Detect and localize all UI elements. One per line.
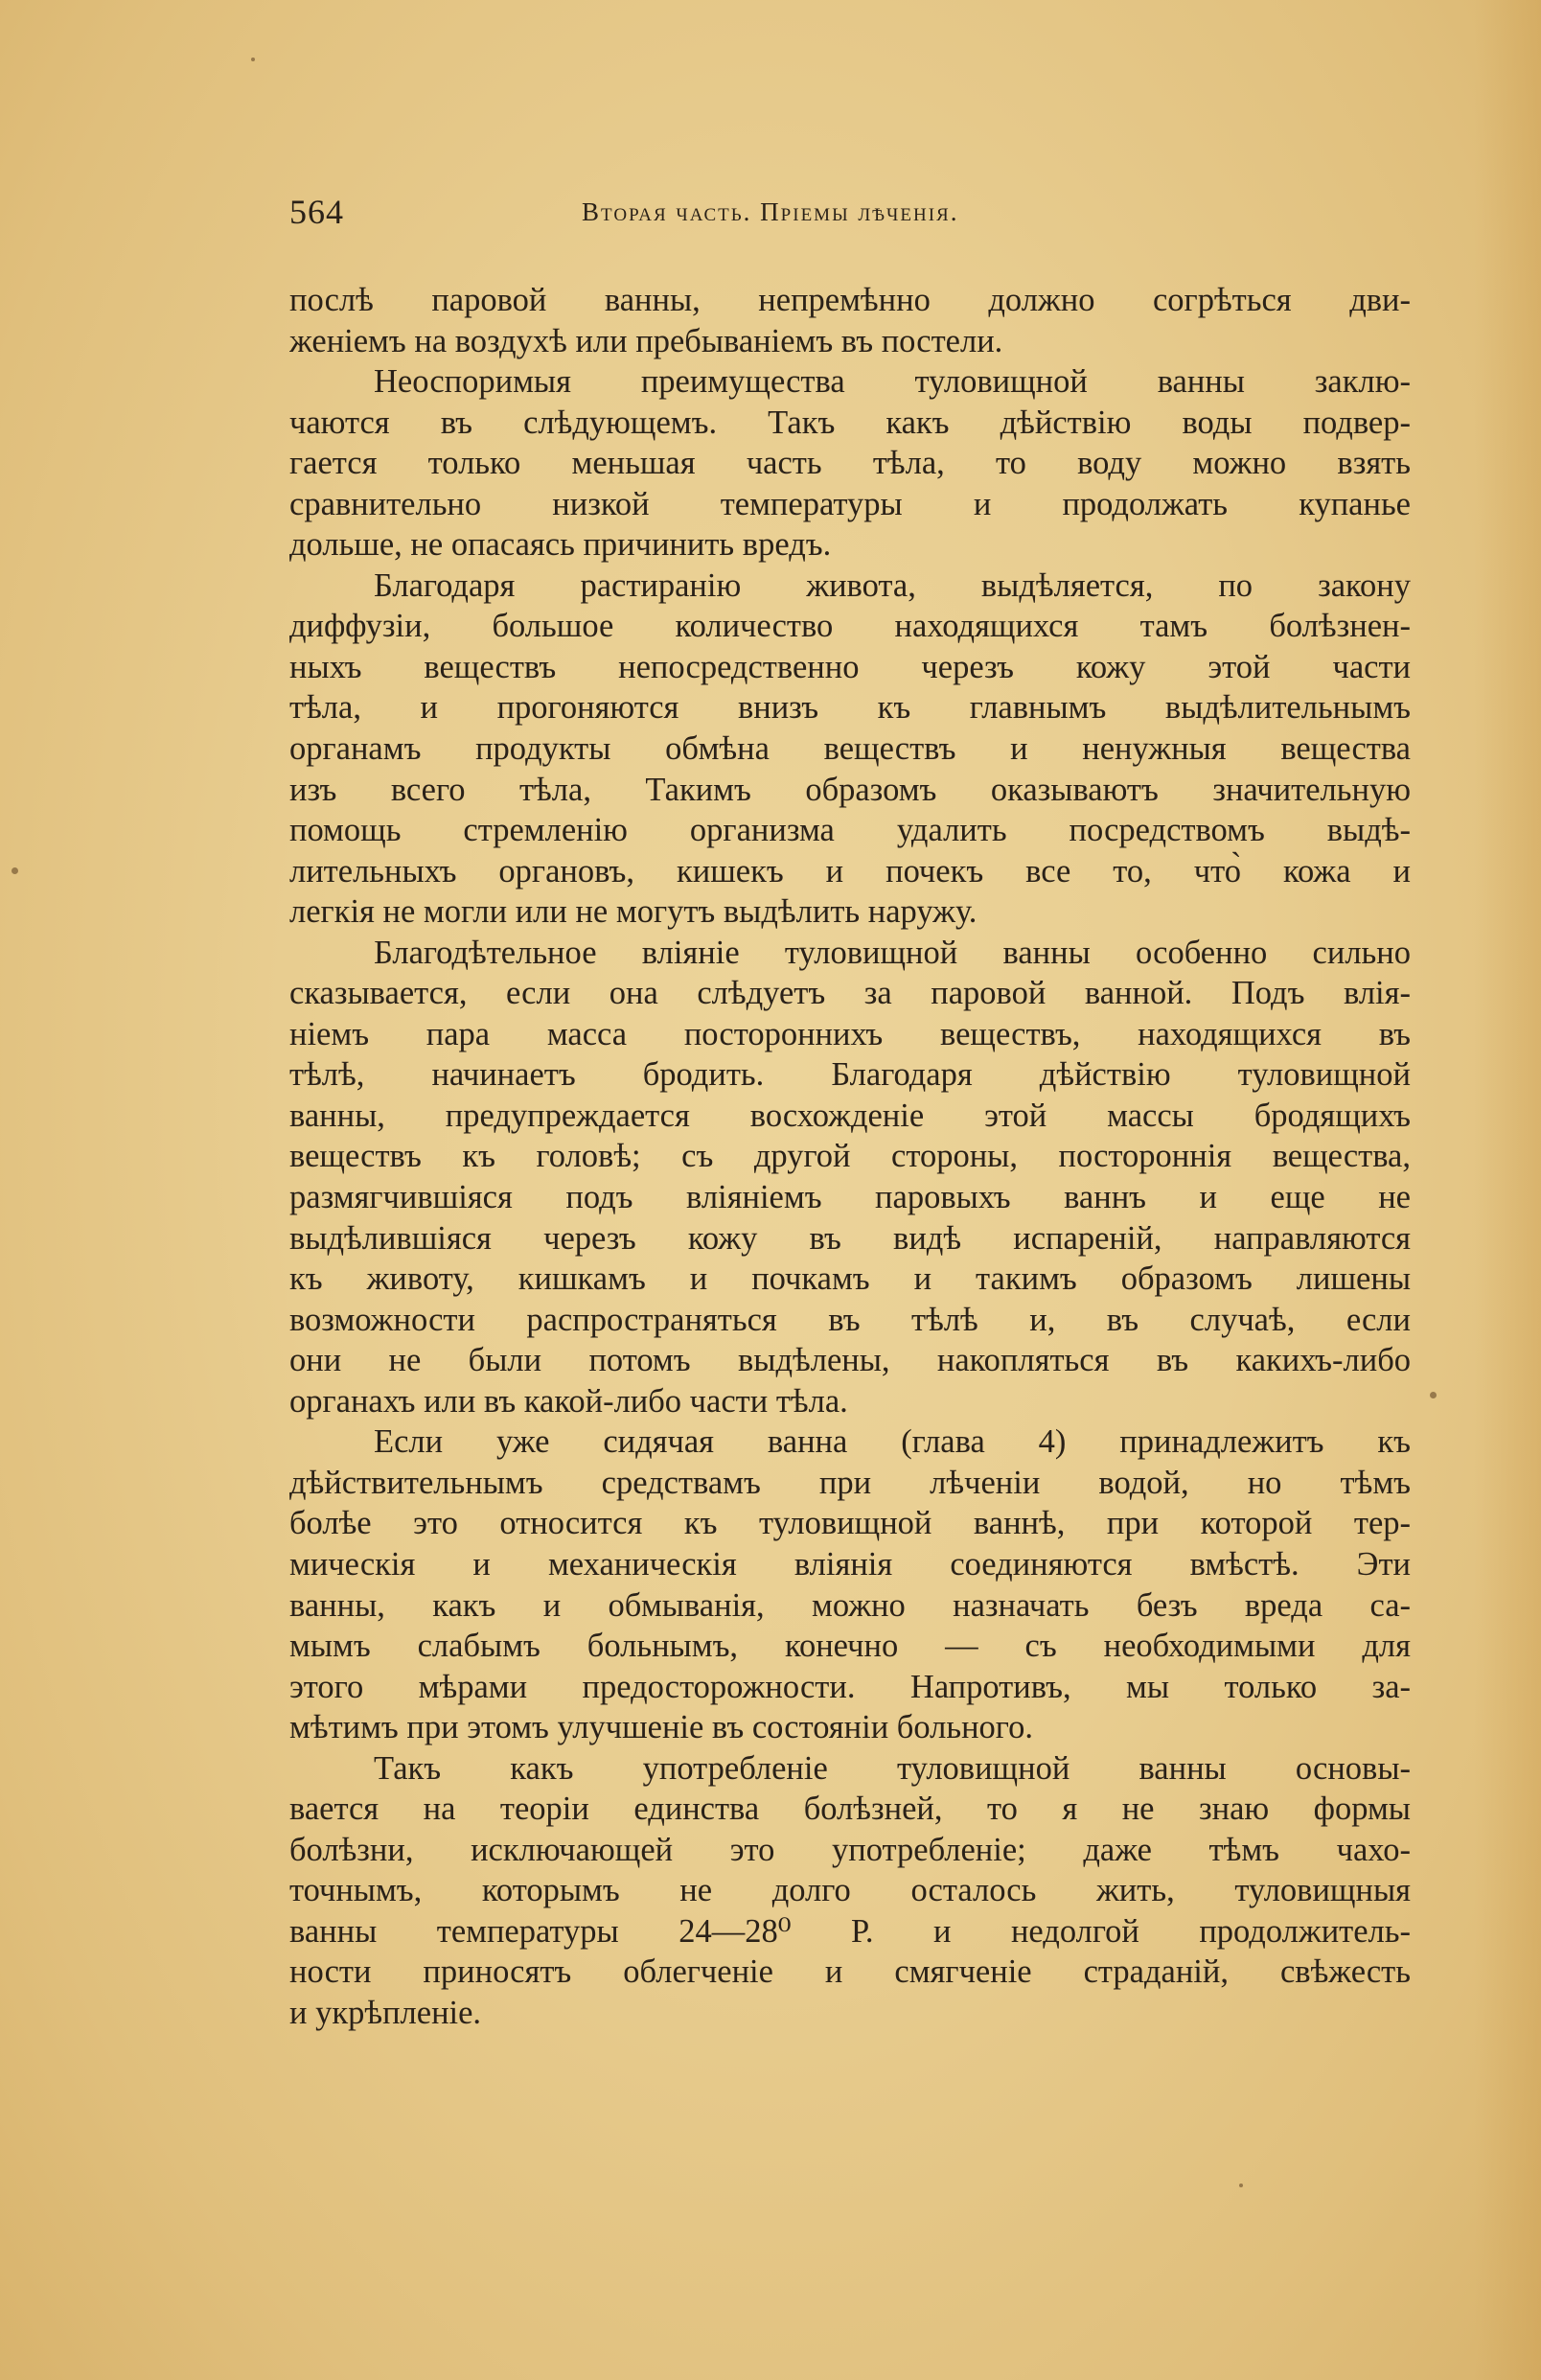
text-line: веществъ къ головѣ; съ другой стороны, постороннія вещества,	[289, 1138, 1411, 1175]
text-line: этого мѣрами предосторожности. Напротивъ, мы только за-	[289, 1668, 1411, 1705]
running-head	[289, 192, 1411, 238]
text-line: болѣе это относится къ туловищной ваннѣ, при которой тер-	[289, 1505, 1411, 1542]
text-line: чаются въ слѣдующемъ. Такъ какъ дѣйствію воды подвер-	[289, 404, 1411, 441]
page-number: 564	[289, 193, 344, 231]
text-line: точнымъ, которымъ не долго осталось жить, туловищныя	[289, 1872, 1411, 1909]
text-line: Такъ какъ употребленіе туловищной ванны основы-	[374, 1749, 1411, 1787]
text-line: Благодаря растиранію живота, выдѣляется, по закону	[374, 566, 1411, 604]
text-line: ніемъ пара масса постороннихъ веществъ, находящихся въ	[289, 1015, 1411, 1052]
text-line: дѣйствительнымъ средствамъ при лѣченіи водой, но тѣмъ	[289, 1464, 1411, 1501]
text-line: Неоспоримыя преимущества туловищной ванны заклю-	[374, 363, 1411, 401]
text-line: мѣтимъ при этомъ улучшеніе въ состояніи больного.	[289, 1709, 1033, 1746]
ink-spot	[12, 867, 18, 874]
text-line: органамъ продукты обмѣна веществъ и ненужныя вещества	[289, 730, 1411, 768]
text-line: легкія не могли или не могутъ выдѣлить наружу.	[289, 893, 978, 931]
text-line: тѣлѣ, начинаетъ бродить. Благодаря дѣйствію туловищной	[289, 1056, 1411, 1094]
page-edge-shadow	[1474, 0, 1541, 2380]
text-line: ванны температуры 24—28⁰ Р. и недолгой продолжитель-	[289, 1912, 1411, 1950]
text-line: ности приносятъ облегченіе и смягченіе страданій, свѣжесть	[289, 1953, 1411, 1991]
text-line: болѣзни, исключающей это употребленіе; даже тѣмъ чахо-	[289, 1831, 1411, 1868]
text-line: изъ всего тѣла, Такимъ образомъ оказываютъ значительную	[289, 771, 1411, 808]
text-line: послѣ паровой ванны, непремѣнно должно согрѣться дви-	[289, 282, 1411, 318]
text-line: къ животу, кишкамъ и почкамъ и такимъ образомъ лишены	[289, 1260, 1411, 1298]
text-line: тѣла, и прогоняются внизъ къ главнымъ выдѣлительнымъ	[289, 689, 1411, 727]
text-line: и укрѣпленіе.	[289, 1994, 482, 2031]
body-text	[289, 280, 1411, 2034]
text-line: сравнительно низкой температуры и продолжать купанье	[289, 485, 1411, 522]
text-line: помощь стремленію организма удалить посредствомъ выдѣ-	[289, 812, 1411, 849]
ink-spot	[1430, 1392, 1437, 1398]
running-head-title: Вторая часть. Пріемы лѣченія.	[582, 197, 959, 226]
text-line: женіемъ на воздухѣ или пребываніемъ въ постели.	[289, 322, 1003, 359]
text-line: размягчившіяся подъ вліяніемъ паровыхъ ваннъ и еще не	[289, 1179, 1411, 1216]
text-line: возможности распространяться въ тѣлѣ и, въ случаѣ, если	[289, 1301, 1411, 1338]
text-line: ванны, предупреждается восхожденіе этой массы бродящихъ	[289, 1097, 1411, 1134]
ink-spot	[251, 58, 255, 61]
text-line: Благодѣтельное вліяніе туловищной ванны особенно сильно	[374, 934, 1411, 971]
text-line: Если уже сидячая ванна (глава 4) принадлежитъ къ	[374, 1423, 1411, 1461]
ink-spot	[1239, 2184, 1243, 2187]
text-line: они не были потомъ выдѣлены, накопляться въ какихъ-либо	[289, 1342, 1411, 1379]
text-line: мическія и механическія вліянія соединяются вмѣстѣ. Эти	[289, 1545, 1411, 1583]
text-line: гается только меньшая часть тѣла, то воду можно взять	[289, 445, 1411, 482]
text-line: диффузіи, большое количество находящихся тамъ болѣзнен-	[289, 608, 1411, 645]
text-line: ныхъ веществъ непосредственно черезъ кожу этой части	[289, 648, 1411, 685]
text-line: ванны, какъ и обмыванія, можно назначать безъ вреда са-	[289, 1586, 1411, 1624]
text-line: органахъ или въ какой-либо части тѣла.	[289, 1382, 848, 1420]
text-line: лительныхъ органовъ, кишекъ и почекъ все то, что̀ кожа и	[289, 852, 1411, 890]
text-line: вается на теоріи единства болѣзней, то я не знаю формы	[289, 1791, 1411, 1828]
text-line: дольше, не опасаясь причинить вредъ.	[289, 526, 832, 564]
text-line: мымъ слабымъ больнымъ, конечно — съ необходимыми для	[289, 1628, 1411, 1665]
text-line: выдѣлившіяся черезъ кожу въ видѣ испареній, направляются	[289, 1219, 1411, 1257]
text-line: сказывается, если она слѣдуетъ за паровой ванной. Подъ влія-	[289, 975, 1411, 1012]
